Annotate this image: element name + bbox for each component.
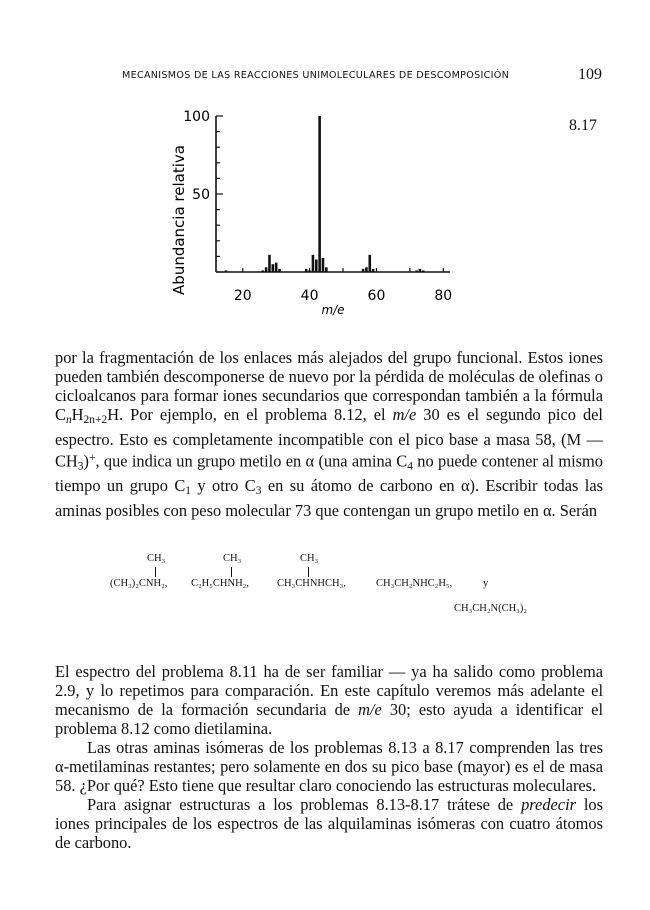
x-axis-label: m/e: [321, 303, 345, 317]
y-axis-label: Abundancia relativa: [170, 145, 188, 295]
chart-tick-labels: [183, 109, 452, 304]
spectrum-peak-27: [265, 267, 268, 272]
x-tick-label-40: 40: [300, 288, 319, 304]
spectrum-peak-74: [422, 270, 425, 272]
me-term: m/e: [392, 405, 417, 424]
running-head-title: MECANISMOS DE LAS REACCIONES UNIMOLECULARES DE DESCOMPOSICIÓN: [122, 70, 510, 81]
spectrum-peak-40: [308, 270, 311, 272]
mass-spectrum-chart: [150, 108, 470, 320]
spectrum-peak-30: [275, 263, 278, 272]
spectrum-peak-72: [415, 270, 418, 272]
spectrum-peak-41: [312, 255, 315, 272]
spectrum-peak-56: [362, 269, 365, 272]
paragraph-1: por la fragmentación de los enlaces más alejados del grupo funcional. Estos iones pueden también descomponerse de nuevo por la pérdida de moléculas de olefinas o cicloalcanos para formar iones secundarios que correspondan también a la fórmula $C_nH_{2n+2}H$. Por ejemplo, en el problema 8.12, el m/e 30 es el segundo pico del espectro. Esto es completamente incompatible con el pico base a masa 58, (M — $CH_3)^+$, que indica un grupo metilo en α (una amina $C_4$ no puede contener al mismo tiempo un grupo $C_1$ y otro $C_3$ en su átomo de carbono en α). Escribir todas las aminas posibles con peso molecular 73 que contengan un grupo metilo en α. Serán: [55, 348, 603, 521]
y-tick-label-100: 100: [183, 109, 210, 125]
spectrum-peak-29: [272, 264, 275, 272]
paragraph-1-text: por la fragmentación de los enlaces más alejados del grupo funcional. Estos iones pueden también descomponerse de nuevo por la pérdida de moléculas de olefinas o cicloalcanos para formar iones secundarios que correspondan también a la fórmula: [55, 348, 603, 405]
x-tick-label-80: 80: [434, 288, 453, 304]
general-formula: $C_nH_{2n+2}H$: [55, 405, 120, 426]
y-tick-label-50: 50: [192, 187, 210, 203]
chart-bars: [225, 116, 425, 272]
formula-methyl-1: CH₃: [147, 553, 166, 564]
paragraph-4: Para asignar estructuras a los problemas 8.13-8.17 trátese de predecir los iones principales de los espectros de las alquilaminas isómeras con cuatro átomos de carbono.: [55, 795, 604, 852]
paragraph-2: El espectro del problema 8.11 ha de ser familiar — ya ha salido como problema 2.9, y lo repetimos para comparación. En este capítulo veremos más adelante el mecanismo de la formación secundaria de m/e 30; esto ayuda a identificar el problema 8.12 como dietilamina. Las otras aminas isómeras de los problemas 8.13 a 8.17 comprenden las tres α-metilaminas restantes; pero solamente en dos su pico base (mayor) es el de masa 58. ¿Por qué? Esto tiene que resultar claro conociendo las estructuras moleculares. Para asignar estructuras a los problemas 8.13-8.17 trátese de predecir los iones principales de los espectros de las alquilaminas isómeras con cuatro átomos de carbono.: [55, 662, 604, 852]
spectrum-peak-45: [325, 267, 328, 272]
formula-4: CH₃CH₂NHC₂H₅,: [376, 578, 453, 589]
spectrum-peak-31: [278, 269, 281, 272]
x-tick-label-20: 20: [233, 288, 252, 304]
spectrum-peak-42: [315, 260, 318, 272]
paragraph-3: Las otras aminas isómeras de los problemas 8.13 a 8.17 comprenden las tres α-metilaminas restantes; pero solamente en dos su pico base (mayor) es el de masa 58. ¿Por qué? Esto tiene que resultar claro conociendo las estructuras moleculares.: [55, 738, 603, 795]
formula-1: (CH₃)₂CNH₂,: [110, 578, 168, 589]
spectrum-peak-28: [268, 255, 271, 272]
formula-2: C₂H₅CHNH₂,: [191, 578, 249, 589]
spectrum-peak-44: [322, 258, 325, 272]
formula-methyl-2: CH₃: [223, 553, 242, 564]
problem-number: 8.17: [569, 117, 597, 134]
spectrum-peak-15: [225, 270, 228, 272]
spectrum-peak-59: [372, 269, 375, 272]
spectrum-peak-73: [419, 269, 422, 272]
formula-5: CH₃CH₂N(CH₃)₂: [454, 603, 527, 614]
spectrum-peak-26: [262, 270, 265, 272]
formula-methyl-3: CH₃: [300, 553, 319, 564]
spectrum-peak-39: [305, 269, 308, 272]
spectrum-peak-58: [368, 255, 371, 272]
amine-formulas: [110, 553, 600, 628]
spectrum-peak-57: [365, 267, 368, 272]
spectrum-peak-43: [318, 116, 321, 272]
chart-axes: [216, 116, 450, 272]
x-tick-label-60: 60: [367, 288, 386, 304]
formula-3: CH₃CHNHCH₃,: [277, 578, 346, 589]
page-number: 109: [578, 66, 602, 83]
formula-and: y: [483, 578, 489, 589]
running-header: [122, 68, 602, 88]
